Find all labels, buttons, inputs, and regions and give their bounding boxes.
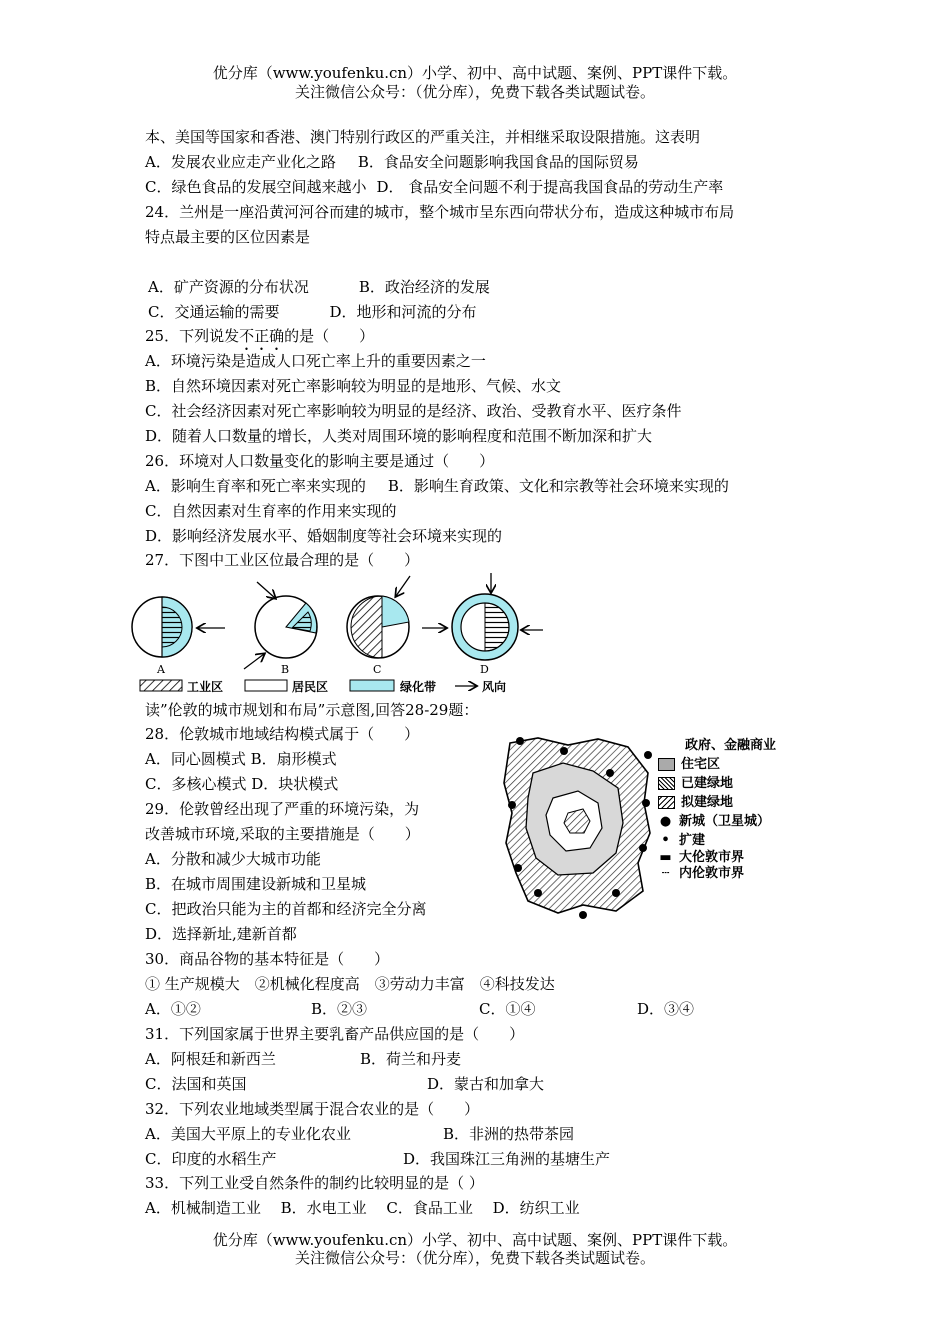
q30-option-d: D．③④ (637, 1000, 695, 1018)
new-town-dot (612, 889, 620, 897)
q24-options-row1 (148, 277, 490, 297)
q26-stem: 26．环境对人口数量变化的影响主要是通过（ ） (145, 452, 495, 470)
page-header-line-2: 关注微信公众号：（优分库），免费下载各类试题试卷。 (294, 83, 655, 101)
q25-option-d: D．随着人口数量的增长，人类对周围环境的影响程度和范围不断加深和扩大 (145, 427, 653, 445)
legend-planned-green-swatch (658, 796, 675, 809)
q30-option-c: C．①④ (479, 1000, 536, 1018)
q29-stem-line2: 改善城市环境,采取的主要措施是（ ） (145, 825, 420, 843)
legend-gov: 政府、金融商业 (685, 738, 777, 753)
q25-stem-pre: 25．下列说发 (145, 327, 240, 345)
legend-residential: 住宅区 (681, 757, 721, 772)
q23-option-d: D． 食品安全问题不利于提高我国食品的劳动生产率 (376, 178, 724, 196)
q27-label-b: B (281, 663, 290, 676)
q27-circle-b (244, 582, 317, 669)
q23-option-a: A．发展农业应走产业化之路 (145, 153, 336, 171)
q27-circle-c (347, 576, 410, 658)
legend-wind-label: 风向 (482, 680, 507, 694)
legend-greater-london: 大伦敦市界 (679, 850, 745, 865)
q31-stem: 31．下列国家属于世界主要乳畜产品供应国的是（ ） (145, 1025, 525, 1043)
q24-option-d: D．地形和河流的分布 (329, 303, 477, 321)
q31-option-c: C．法国和英国 (145, 1075, 247, 1093)
q24-stem-line1: 24．兰州是一座沿黄河河谷而建的城市，整个城市呈东西向带状分布，造成这种城市布局 (145, 203, 735, 221)
q30-items: ① 生产规模大 ②机械化程度高 ③劳动力丰富 ④科技发达 (145, 975, 555, 993)
q23-options-row2 (145, 177, 723, 197)
q25-option-a: A．环境污染是造成人口死亡率上升的重要因素之一 (145, 352, 486, 370)
legend-new-town: 新城（卫星城） (679, 814, 771, 829)
legend-green-swatch (350, 680, 394, 691)
q29-option-d: D．选择新址,建新首都 (145, 925, 297, 943)
q32-stem: 32．下列农业地域类型属于混合农业的是（ ） (145, 1100, 480, 1118)
legend-green-label: 绿化带 (400, 680, 437, 694)
q26-option-d: D．影响经济发展水平、婚姻制度等社会环境来实现的 (145, 527, 503, 545)
london-map (498, 733, 656, 923)
q28-options-cd: C．多核心模式 D．块状模式 (145, 775, 339, 793)
q24-stem-line2: 特点最主要的区位因素是 (145, 228, 311, 246)
new-town-dot (606, 769, 614, 777)
q28-options-ab: A．同心圆模式 B．扇形模式 (145, 750, 337, 768)
q27-circle-d (422, 573, 543, 660)
legend-built-green-swatch (658, 777, 675, 790)
legend-dash-line-icon: ┄ (661, 866, 670, 881)
legend-residential-label: 居民区 (292, 680, 329, 694)
page-footer-line-1: 优分库（www.youfenku.cn）小学、初中、高中试题、案例、PPT课件下载。 (212, 1231, 738, 1249)
new-town-dot (514, 864, 522, 872)
new-town-dot (516, 737, 524, 745)
q32-option-a: A．美国大平原上的专业化农业 (145, 1125, 351, 1143)
legend-new-town-row (658, 812, 776, 831)
q25-stem-emphasis: 不正确 (239, 327, 285, 345)
q26-option-a: A．影响生育率和死亡率来实现的 (145, 477, 366, 495)
q23-options-row1 (145, 152, 639, 172)
legend-expand: 扩建 (679, 833, 706, 848)
london-map-legend (658, 736, 776, 882)
legend-built-green-row (658, 774, 776, 793)
q28-stem: 28．伦敦城市地域结构模式属于（ ） (145, 725, 420, 743)
q25-stem-post: 的是（ ） (284, 327, 375, 345)
legend-inner-london: 内伦敦市界 (679, 866, 745, 881)
q33-options: A．机械制造工业 B．水电工业 C．食品工业 D．纺织工业 (145, 1199, 580, 1217)
q24-option-c: C．交通运输的需要 (148, 303, 280, 321)
legend-inner-london-row (658, 866, 776, 882)
q29-option-c: C．把政治只能为主的首都和经济完全分离 (145, 900, 427, 918)
legend-built-green: 已建绿地 (681, 776, 734, 791)
q30-options (145, 999, 694, 1019)
q29-option-b: B．在城市周围建设新城和卫星城 (145, 875, 367, 893)
page-footer-line-2: 关注微信公众号：（优分库），免费下载各类试题试卷。 (294, 1249, 655, 1267)
q27-label-a: A (157, 663, 165, 676)
q24-option-b: B．政治经济的发展 (358, 278, 490, 296)
legend-industrial-label: 工业区 (187, 680, 224, 694)
q24-option-a: A．矿产资源的分布状况 (148, 278, 309, 296)
q23-option-c: C．绿色食品的发展空间越来越小 (145, 178, 367, 196)
new-town-dot (644, 751, 652, 759)
q31-option-b: B．荷兰和丹麦 (360, 1050, 462, 1068)
legend-residential-swatch (658, 758, 675, 771)
q26-options-row1 (145, 476, 729, 496)
legend-residential-row (658, 755, 776, 774)
legend-expand-row (658, 831, 776, 850)
q25-stem (145, 326, 374, 354)
legend-industrial-swatch (140, 680, 182, 691)
q27-figure (120, 570, 550, 700)
legend-dot-icon: ● (659, 814, 672, 829)
q27-stem: 27．下图中工业区位最合理的是（ ） (145, 551, 420, 569)
new-town-dot (639, 844, 647, 852)
q25-option-b: B．自然环境因素对死亡率影响较为明显的是地形、气候、水文 (145, 377, 562, 395)
q28-29-intro: 读”伦敦的城市规划和布局”示意图,回答28-29题： (145, 701, 479, 719)
q33-stem: 33．下列工业受自然条件的制约比较明显的是（ ） (145, 1174, 484, 1192)
legend-small-dot-icon: • (661, 833, 670, 848)
q29-option-a: A．分散和减少大城市功能 (145, 850, 321, 868)
new-town-dot (642, 799, 650, 807)
q31-option-a: A．阿根廷和新西兰 (145, 1050, 276, 1068)
legend-greater-london-row (658, 850, 776, 866)
new-town-dot (560, 747, 568, 755)
q32-options-row1 (145, 1124, 574, 1144)
q26-option-c: C．自然因素对生育率的作用来实现的 (145, 502, 397, 520)
q31-option-d: D．蒙古和加拿大 (427, 1075, 545, 1093)
q27-circle-a (132, 597, 225, 657)
legend-planned-green-row (658, 793, 776, 812)
new-town-dot (579, 911, 587, 919)
q23-option-b: B．食品安全问题影响我国食品的国际贸易 (357, 153, 639, 171)
q31-options-row1 (145, 1049, 461, 1069)
q32-option-c: C．印度的水稻生产 (145, 1150, 277, 1168)
q30-option-a: A．①② (145, 1000, 201, 1018)
new-town-dot (508, 801, 516, 809)
page-header-line-1: 优分库（www.youfenku.cn）小学、初中、高中试题、案例、PPT课件下载。 (212, 64, 738, 82)
q26-option-b: B．影响生育政策、文化和宗教等社会环境来实现的 (387, 477, 729, 495)
q23-stem: 本、美国等国家和香港、澳门特别行政区的严重关注，并相继采取设限措施。这表明 (145, 128, 701, 146)
legend-planned-green: 拟建绿地 (681, 795, 734, 810)
q31-options-row2 (145, 1074, 544, 1094)
legend-residential-swatch (245, 680, 287, 691)
q25-option-c: C．社会经济因素对死亡率影响较为明显的是经济、政治、受教育水平、医疗条件 (145, 402, 682, 420)
q32-option-d: D．我国珠江三角洲的基塘生产 (403, 1150, 611, 1168)
q24-options-row2 (148, 302, 477, 322)
q32-option-b: B．非洲的热带茶园 (443, 1125, 575, 1143)
new-town-dot (534, 889, 542, 897)
legend-solid-line-icon: ▬ (659, 850, 672, 865)
q29-stem-line1: 29．伦敦曾经出现了严重的环境污染，为 (145, 800, 420, 818)
q30-option-b: B．②③ (311, 1000, 368, 1018)
q27-label-c: C (373, 663, 382, 676)
q32-options-row2 (145, 1149, 610, 1169)
q27-label-d: D (480, 663, 489, 676)
q30-stem: 30．商品谷物的基本特征是（ ） (145, 950, 390, 968)
